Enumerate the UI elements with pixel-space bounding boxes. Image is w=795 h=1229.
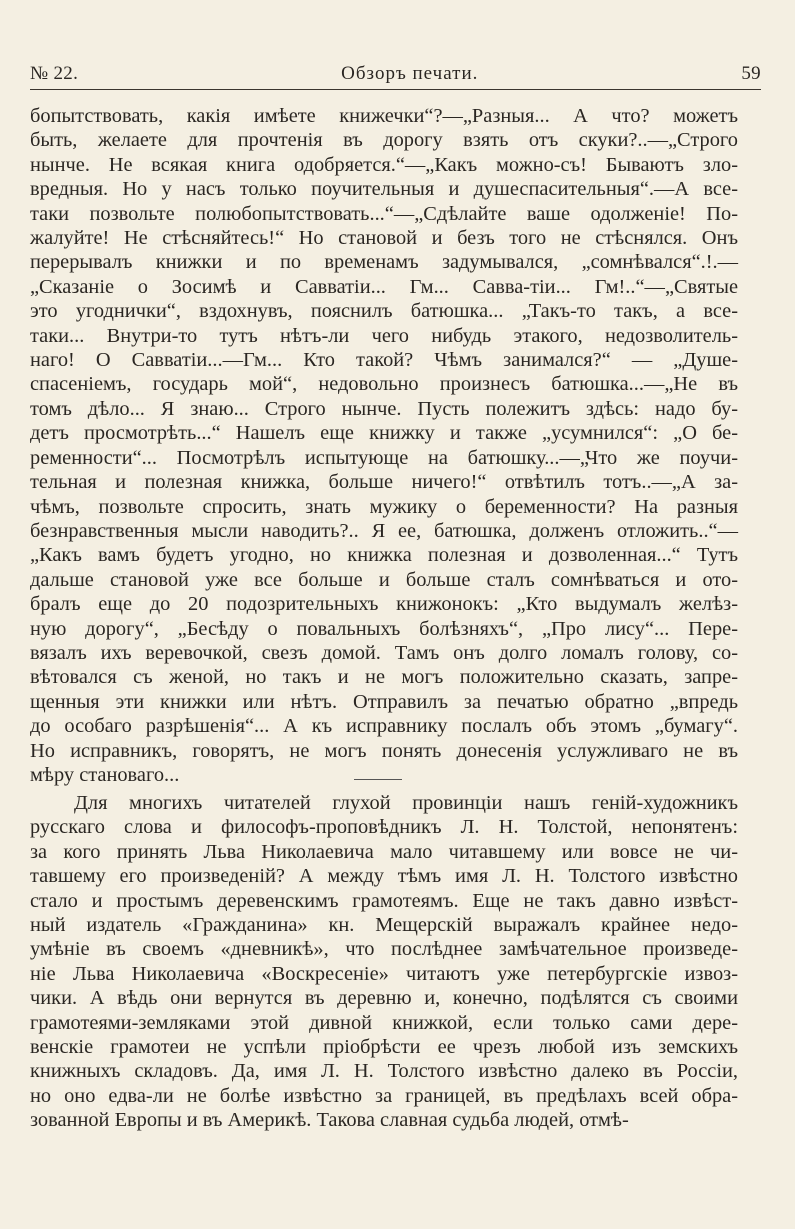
text-line: Но исправникъ, говорятъ, не могъ понять донесенія услужливаго не въ <box>30 739 738 762</box>
text-line: за кого принять Льва Николаевича мало читавшему или вовсе не чи- <box>30 840 738 863</box>
text-line: наго! О Савватіи...—Гм... Кто такой? Чѣмъ занимался?“ — „Душе- <box>30 349 738 372</box>
text-line: щенныя эти книжки или нѣтъ. Отправилъ за печатью обратно „впредь <box>30 690 738 713</box>
text-line: дальше становой уже все больше и больше сталъ сомнѣваться и ото- <box>30 568 738 591</box>
text-line: вредныя. Но у насъ только поучительныя и душеспасительныя“.—А все- <box>30 178 738 201</box>
text-line: таки... Внутри-то тутъ нѣтъ-ли чего нибудь этакого, недозволитель- <box>30 324 738 347</box>
body-paragraph-2 <box>30 791 738 1133</box>
text-line: перерывалъ книжки и по временамъ задумывался, „сомнѣвался“.!.— <box>30 251 738 274</box>
text-line: „Какъ вамъ будетъ угодно, но книжка полезная и дозволенная...“ Тутъ <box>30 544 738 567</box>
text-line: бопытствовать, какія имѣете книжечки“?—„Разныя... А что? можетъ <box>30 105 738 127</box>
text-line: тавшему его произведеній? А между тѣмъ имя Л. Н. Толстого извѣстно <box>30 865 738 888</box>
page-header <box>30 54 761 90</box>
text-line: чѣмъ, позвольте спросить, знать мужику о беременности? На разныя <box>30 495 738 518</box>
text-line: спасеніемъ, государь мой“, недовольно произнесъ батюшка...—„Не въ <box>30 373 738 396</box>
text-line: „Сказаніе о Зосимѣ и Савватіи... Гм... Савва-тіи... Гм!..“—„Святые <box>30 275 738 298</box>
text-line: таки позвольте полюбопытствовать...“—„Сдѣлайте ваше одолженіе! По- <box>30 202 738 225</box>
text-line: быть, желаете для прочтенія въ дорогу взять отъ скуки?..—„Строго <box>30 129 738 152</box>
section-title: Обзоръ печати. <box>341 63 479 84</box>
text-line: это угоднички“, вздохнувъ, пояснилъ батюшка... „Такъ-то такъ, а все- <box>30 300 738 323</box>
text-line: ніе Льва Николаевича «Воскресеніе» читаютъ уже петербургскіе извоз- <box>30 962 738 985</box>
body-paragraph-1 <box>30 104 738 787</box>
text-line: чики. А вѣдь они вернутся въ деревню и, конечно, подѣлятся съ своими <box>30 987 738 1010</box>
text-line: вязалъ ихъ веревочкой, свезъ домой. Тамъ онъ долго ломалъ голову, со- <box>30 641 738 664</box>
text-line: зованной Европы и въ Америкѣ. Такова славная судьба людей, отмѣ- <box>30 1109 629 1132</box>
text-line: книжныхъ складовъ. Да, имя Л. Н. Толстого извѣстно далеко въ Россіи, <box>30 1060 738 1083</box>
issue-number: № 22. <box>30 63 79 84</box>
text-line: Для многихъ читателей глухой провинціи нашъ геній-художникъ <box>74 792 738 814</box>
text-line: ременности“... Посмотрѣлъ испытующе на батюшку...—„Что же поучи- <box>30 446 738 469</box>
text-line: жалуйте! Не стѣсняйтесь!“ Но становой и безъ того не стѣснялся. Онъ <box>30 227 738 250</box>
text-line: венскіе грамотеи не успѣли пріобрѣсти ее чрезъ любой изъ земскихъ <box>30 1036 738 1059</box>
text-line: грамотеями-земляками этой дивной книжкой, если только сами дере- <box>30 1011 738 1034</box>
text-line: вѣтовался съ женой, но такъ и не могъ положительно сказать, запре- <box>30 666 738 689</box>
text-line: русскаго слова и философъ-проповѣдникъ Л. Н. Толстой, непонятенъ: <box>30 816 738 839</box>
page-number: 59 <box>741 63 761 84</box>
text-line: детъ просмотрѣть...“ Нашелъ еще книжку и также „усумнился“: „О бе- <box>30 422 738 445</box>
text-line: умѣніе въ своемъ «дневникѣ», что послѣднее замѣчательное произведе- <box>30 938 738 961</box>
text-line: бралъ еще до 20 подозрительныхъ книжонокъ: „Кто выдумалъ желѣз- <box>30 593 738 616</box>
text-line: до особаго разрѣшенія“... А къ исправнику послалъ объ этомъ „бумагу“. <box>30 715 738 738</box>
text-line: ный издатель «Гражданина» кн. Мещерскій выражалъ крайнее недо- <box>30 914 738 937</box>
text-line: но оно едва-ли не болѣе извѣстно за границей, въ предѣлахъ всей обра- <box>30 1084 738 1107</box>
text-line: стало и простымъ деревенскимъ грамотеямъ. Еще не такъ давно извѣст- <box>30 889 738 912</box>
text-line: мѣру становаго... <box>30 763 180 786</box>
text-line: безнравственныя мысли наводить?.. Я ее, батюшка, долженъ отложить..“— <box>30 519 738 542</box>
text-line: нынче. Не всякая книга одобряется.“—„Какъ можно-съ! Бываютъ зло- <box>30 153 738 176</box>
text-line: тельная и полезная книжка, больше ничего!“ отвѣтилъ тотъ..—„А за- <box>30 471 738 494</box>
text-line: томъ дѣло... Я знаю... Строго нынче. Пусть полежитъ здѣсь: надо бу- <box>30 397 738 420</box>
section-separator <box>354 779 402 780</box>
text-line: ную дорогу“, „Бесѣду о повальныхъ болѣзняхъ“, „Про лису“... Пере- <box>30 617 738 640</box>
